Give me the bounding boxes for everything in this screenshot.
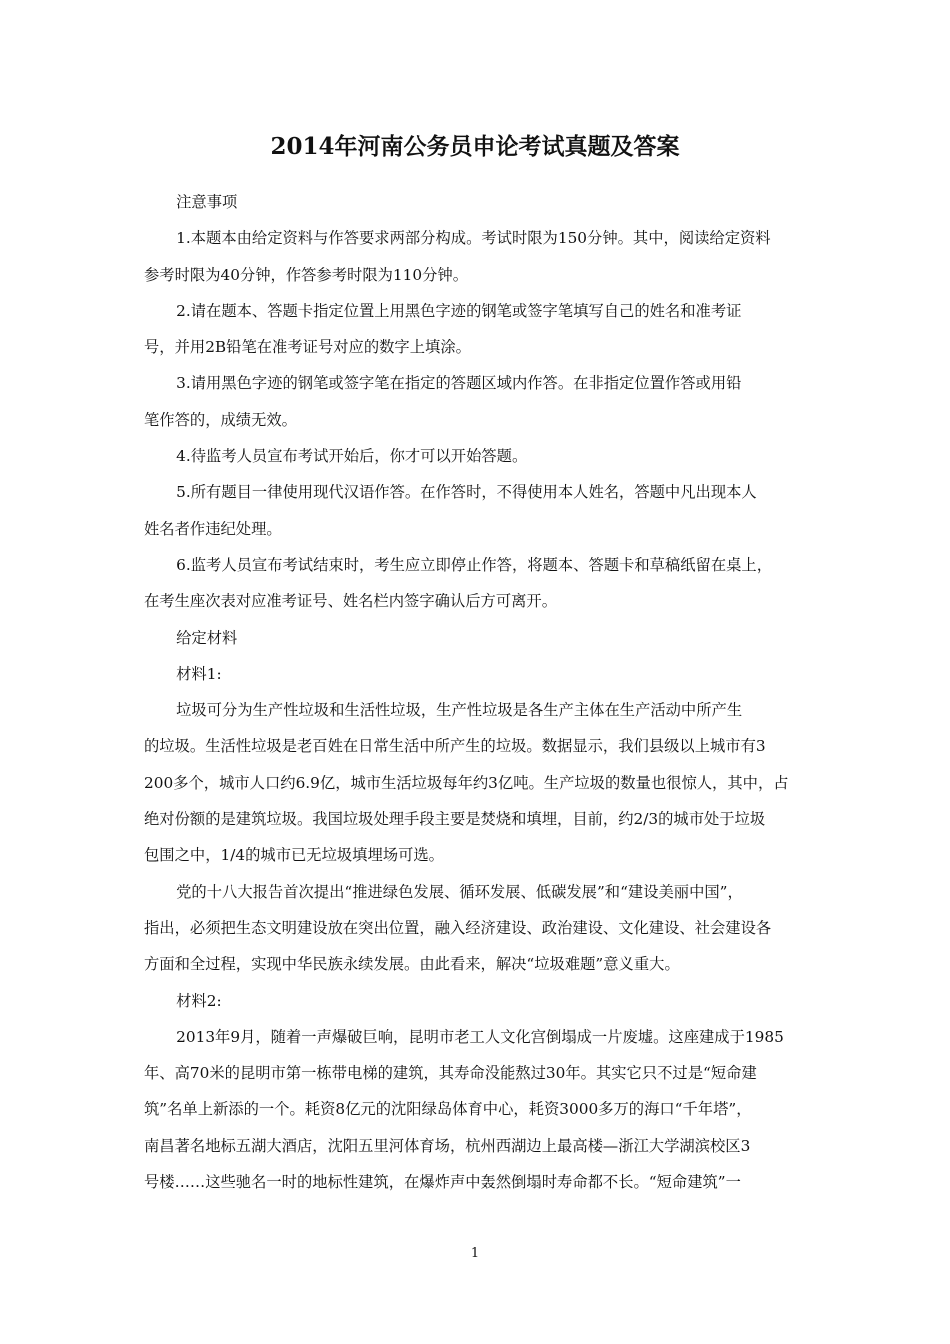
body-line: 垃圾可分为生产性垃圾和生活性垃圾，生产性垃圾是各生产主体在生产活动中所产生 — [176, 701, 743, 720]
body-line: 绝对份额的是建筑垃圾。我国垃圾处理手段主要是焚烧和填埋，目前，约2/3的城市处于垃圾 — [144, 810, 766, 829]
body-line: 3.请用黑色字迹的钢笔或签字笔在指定的答题区域内作答。在非指定位置作答或用铅 — [176, 374, 742, 393]
body-line: 号楼……这些驰名一时的地标性建筑，在爆炸声中轰然倒塌时寿命都不长。“短命建筑”一 — [144, 1173, 741, 1192]
body-line: 参考时限为40分钟，作答参考时限为110分钟。 — [144, 265, 469, 284]
body-line: 筑”名单上新添的一个。耗资8亿元的沈阳绿岛体育中心，耗资3000多万的海口“千年塔”， — [144, 1100, 752, 1119]
body-line: 号，并用2B铅笔在准考证号对应的数字上填涂。 — [144, 338, 471, 357]
body-line: 在考生座次表对应准考证号、姓名栏内签字确认后方可离开。 — [144, 592, 558, 611]
material-heading: 材料1: — [176, 664, 222, 683]
body-line: 姓名者作违纪处理。 — [144, 519, 282, 538]
document-body — [144, 184, 810, 1200]
body-line: 200多个，城市人口约6.9亿，城市生活垃圾每年约3亿吨。生产垃圾的数量也很惊人，其中，占 — [144, 773, 789, 792]
page-number: 1 — [470, 1246, 480, 1261]
body-line: 2.请在题本、答题卡指定位置上用黑色字迹的钢笔或签字笔填写自己的姓名和准考证 — [176, 301, 742, 320]
body-line: 6.监考人员宣布考试结束时，考生应立即停止作答，将题本、答题卡和草稿纸留在桌上， — [176, 555, 773, 574]
body-line: 5.所有题目一律使用现代汉语作答。在作答时，不得使用本人姓名，答题中凡出现本人 — [176, 483, 757, 502]
document-title: 2014年河南公务员申论考试真题及答案 — [270, 133, 680, 160]
section-heading: 给定材料 — [176, 628, 238, 647]
body-line: 的垃圾。生活性垃圾是老百姓在日常生活中所产生的垃圾。数据显示，我们县级以上城市有3 — [144, 737, 766, 756]
body-line: 年、高70米的昆明市第一栋带电梯的建筑，其寿命没能熬过30年。其实它只不过是“短命建 — [144, 1064, 757, 1083]
body-line: 笔作答的，成绩无效。 — [144, 410, 297, 429]
body-line: 南昌著名地标五湖大酒店，沈阳五里河体育场，杭州西湖边上最高楼—浙江大学湖滨校区3 — [144, 1136, 751, 1155]
body-line: 指出，必须把生态文明建设放在突出位置，融入经济建设、政治建设、文化建设、社会建设各 — [144, 918, 772, 937]
body-line: 4.待监考人员宣布考试开始后，你才可以开始答题。 — [176, 447, 528, 466]
body-line: 2013年9月，随着一声爆破巨响，昆明市老工人文化宫倒塌成一片废墟。这座建成于1985 — [176, 1027, 784, 1046]
body-line: 方面和全过程，实现中华民族永续发展。由此看来，解决“垃圾难题”意义重大。 — [144, 955, 680, 974]
body-line: 党的十八大报告首次提出“推进绿色发展、循环发展、低碳发展”和“建设美丽中国”， — [176, 882, 743, 901]
material-heading: 材料2: — [176, 991, 222, 1010]
body-line: 包围之中，1/4的城市已无垃圾填埋场可选。 — [144, 846, 444, 865]
body-line: 1.本题本由给定资料与作答要求两部分构成。考试时限为150分钟。其中，阅读给定资料 — [176, 229, 771, 248]
notice-heading: 注意事项 — [176, 193, 238, 211]
